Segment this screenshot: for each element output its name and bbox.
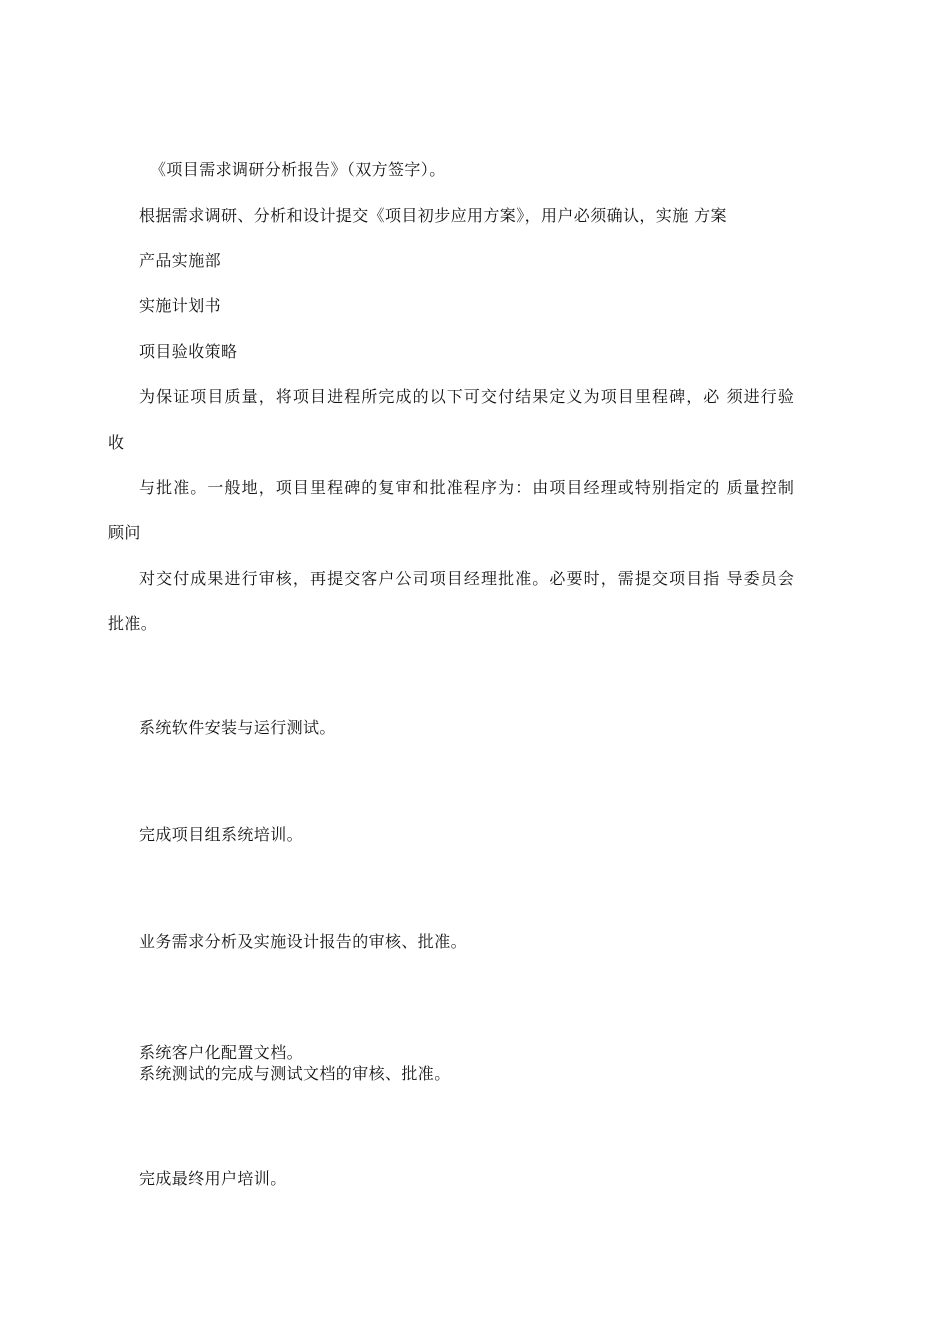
section-heading: 项目验收策略 [139, 342, 238, 361]
report-reference: 《项目需求调研分析报告》（双方签字）。 [150, 160, 446, 179]
milestone-item: 业务需求分析及实施设计报告的审核、批准。 [139, 932, 468, 951]
section-heading: 实施计划书 [139, 296, 222, 315]
milestone-item: 系统客户化配置文档。 [139, 1043, 304, 1062]
paragraph-line: 与批准。一般地，项目里程碑的复审和批准程序为：由项目经理或特别指定的 质量控制 [139, 478, 795, 497]
paragraph-line: 根据需求调研、分析和设计提交《项目初步应用方案》，用户必须确认，实施 方案 [139, 206, 727, 225]
milestone-item: 系统软件安装与运行测试。 [139, 718, 336, 737]
paragraph-line: 为保证项目质量，将项目进程所完成的以下可交付结果定义为项目里程碑，必 须进行验 [139, 387, 795, 406]
section-heading: 产品实施部 [139, 251, 222, 270]
milestone-item: 系统测试的完成与测试文档的审核、批准。 [139, 1064, 451, 1083]
milestone-item: 完成最终用户培训。 [139, 1169, 287, 1188]
paragraph-line: 对交付成果进行审核，再提交客户公司项目经理批准。必要时，需提交项目指 导委员会 [139, 569, 795, 588]
paragraph-line: 批准。 [108, 614, 158, 633]
milestone-item: 完成项目组系统培训。 [139, 825, 304, 844]
paragraph-line: 顾问 [108, 523, 141, 542]
paragraph-line: 收 [108, 433, 125, 452]
